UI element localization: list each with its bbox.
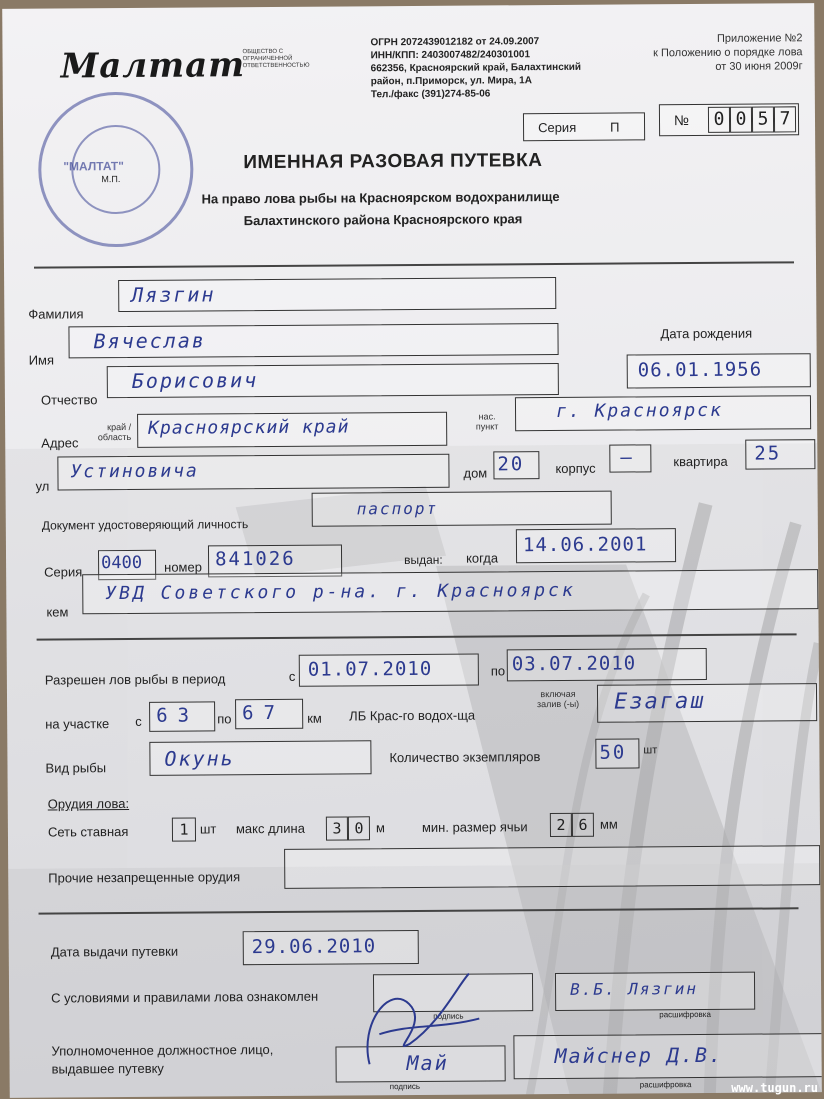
official-decode-value: Майснер Д.В.: [554, 1042, 724, 1069]
house-field[interactable]: [493, 451, 539, 479]
number-digit: 0: [708, 107, 730, 133]
appendix-line: от 30 июня 2009г: [715, 60, 803, 73]
region-label: [91, 422, 131, 442]
section-label: на участке: [45, 716, 110, 732]
dob-value: 06.01.1956: [637, 358, 763, 382]
net-qty-cell[interactable]: 1: [172, 818, 196, 842]
building-label: корпус: [555, 460, 596, 476]
mesh-digit[interactable]: 6: [572, 813, 594, 837]
mp-label: М.П.: [101, 174, 121, 185]
ack-label: С условиями и правилами лова ознакомлен: [51, 988, 319, 1006]
fish-value: Окунь: [164, 746, 235, 771]
km-from-field[interactable]: [149, 701, 215, 731]
company-logo: Малтат: [60, 45, 246, 87]
name-label: Имя: [28, 352, 55, 368]
ack-decode-field[interactable]: [555, 972, 755, 1011]
official-sign-value: Май: [406, 1050, 449, 1076]
doc-series-value: 0400: [101, 552, 143, 574]
patronymic-value: Борисович: [131, 368, 259, 393]
appendix-note: [602, 31, 802, 74]
doc-series-label: Серия: [44, 564, 83, 580]
issue-date-value: 29.06.2010: [251, 935, 377, 959]
surname-label: Фамилия: [28, 306, 84, 322]
fish-field[interactable]: [149, 740, 371, 776]
period-from-value: 01.07.2010: [307, 657, 433, 681]
settlement-value: г. Красноярск: [555, 399, 723, 422]
number-digit: 7: [774, 106, 796, 132]
doc-label: Документ удостоверяющий личность: [41, 517, 249, 533]
max-len-label: макс длина: [235, 820, 305, 837]
official-decode-caption: расшифровка: [639, 1080, 692, 1090]
requisites-line: ИНН/КПП: 2403007482/240301001: [370, 49, 531, 62]
qty-unit: шт: [643, 744, 658, 757]
fish-label: Вид рыбы: [45, 760, 107, 776]
house-label: дом: [463, 465, 488, 481]
document-title: ИМЕННАЯ РАЗОВАЯ ПУТЕВКА: [243, 150, 543, 174]
gear-header: Орудия лова:: [47, 795, 130, 812]
dob-label: Дата рождения: [660, 325, 753, 342]
max-len-digit[interactable]: 3: [326, 816, 348, 840]
mesh-digit[interactable]: 2: [550, 813, 572, 837]
bay-field[interactable]: [597, 683, 817, 723]
period-to-field[interactable]: [507, 648, 707, 681]
km-from-value: 63: [156, 704, 200, 727]
ack-decode-value: В.Б. Лязгин: [570, 979, 699, 999]
issue-date-field[interactable]: [243, 930, 419, 965]
official-label: [51, 1041, 273, 1079]
period-label: Разрешен лов рыбы в период: [44, 671, 226, 688]
max-len-digit[interactable]: 0: [348, 816, 370, 840]
patronymic-label: Отчество: [40, 392, 98, 408]
number-digit: 5: [752, 106, 774, 132]
km-unit: км: [307, 710, 322, 726]
street-field[interactable]: [57, 454, 449, 491]
divider: [34, 261, 794, 268]
company-logo-subtitle: ОБЩЕСТВО С ОГРАНИЧЕННОЙ ОТВЕТСТВЕННОСТЬЮ: [242, 48, 310, 70]
requisites-line: ОГРН 2072439012182 от 24.09.2007: [370, 36, 540, 49]
issue-date-label: Дата выдачи путевки: [50, 943, 179, 960]
company-requisites: [370, 35, 581, 101]
surname-field[interactable]: [118, 277, 556, 312]
name-field[interactable]: [68, 323, 558, 358]
issued-date-field[interactable]: [516, 528, 676, 563]
requisites-line: район, п.Приморск, ул. Мира, 1А: [370, 75, 532, 88]
reservoir-label: ЛБ Крас-го водох-ща: [349, 707, 476, 724]
series-box: [523, 112, 645, 141]
mesh-label: мин. размер ячьи: [421, 819, 528, 835]
settlement-label-line: нас.: [478, 411, 496, 422]
dob-field[interactable]: [627, 353, 811, 388]
stamp-text: "МАЛТАТ": [63, 159, 124, 174]
period-from-field[interactable]: [299, 654, 479, 687]
apartment-label: квартира: [673, 453, 728, 470]
building-value: –: [620, 446, 638, 469]
doc-number-value: 841026: [214, 547, 296, 571]
document-subtitle: Балахтинского района Красноярского края: [243, 211, 523, 229]
requisites-line: 662356, Красноярский край, Балахтинский: [370, 61, 582, 75]
appendix-line: к Положению о порядке лова: [653, 46, 803, 60]
bay-label-line: залив (-ы): [536, 698, 580, 710]
issued-by-label: кем: [46, 604, 69, 620]
km-to-field[interactable]: [235, 699, 303, 729]
building-field[interactable]: [609, 444, 651, 472]
other-gear-label: Прочие незапрещенные орудия: [48, 869, 241, 886]
issued-by-value: УВД Советского р-на. г. Красноярск: [105, 579, 576, 605]
series-label: Серия: [537, 119, 577, 136]
region-value: Красноярский край: [148, 416, 350, 439]
settlement-field[interactable]: [515, 395, 811, 431]
qty-field[interactable]: [595, 738, 639, 768]
official-label-line: Уполномоченное должностное лицо,: [51, 1041, 274, 1059]
max-len-unit: м: [375, 820, 385, 836]
km-from-label: с: [135, 713, 142, 729]
official-label-line: выдавшее путевку: [51, 1060, 164, 1077]
official-decode-field[interactable]: [513, 1033, 821, 1079]
km-to-value: 67: [242, 701, 286, 725]
street-label: ул: [35, 478, 50, 494]
bay-label: [523, 689, 593, 709]
region-label-line: область: [97, 431, 132, 443]
issued-label: выдан:: [404, 552, 443, 568]
issued-date-value: 14.06.2001: [522, 533, 648, 557]
number-label: №: [673, 112, 690, 129]
region-field[interactable]: [137, 412, 447, 448]
apartment-value: 25: [754, 442, 782, 465]
bay-value: Езагаш: [613, 688, 706, 715]
street-value: Устиновича: [70, 460, 199, 483]
official-sign-caption: подпись: [389, 1081, 421, 1092]
mesh-unit: мм: [599, 816, 618, 832]
requisites-line: Тел./факс (391)274-85-06: [370, 88, 491, 101]
doc-field[interactable]: [312, 491, 612, 527]
bay-label-line: включая: [540, 688, 576, 700]
signature-scribble: [349, 963, 490, 1084]
net-unit: шт: [199, 821, 217, 837]
region-label-line: край /: [107, 421, 132, 433]
settlement-label: [467, 411, 507, 431]
house-value: 20: [497, 453, 525, 476]
period-to-value: 03.07.2010: [511, 652, 637, 676]
number-digit: 0: [730, 107, 752, 133]
permit-sheet: [2, 3, 822, 1098]
patronymic-field[interactable]: [107, 363, 559, 398]
ack-decode-caption: расшифровка: [659, 1009, 711, 1020]
ack-sign-caption: подпись: [433, 1011, 464, 1021]
doc-value: паспорт: [356, 498, 439, 519]
series-value: П: [609, 119, 620, 135]
issued-when-label: когда: [466, 550, 499, 566]
qty-value: 50: [599, 741, 627, 764]
km-to-label: по: [217, 711, 232, 727]
other-gear-field[interactable]: [284, 845, 820, 889]
qty-label: Количество экземпляров: [389, 749, 541, 766]
net-label: Сеть ставная: [47, 823, 129, 840]
period-from-label: с: [288, 668, 296, 684]
name-value: Вячеслав: [93, 328, 206, 354]
company-stamp: [38, 92, 194, 248]
period-to-label: по: [490, 663, 506, 679]
settlement-label-line: пункт: [475, 421, 499, 432]
surname-value: Лязгин: [131, 282, 216, 307]
appendix-line: Приложение №2: [716, 32, 803, 45]
doc-number-label: номер: [164, 559, 202, 575]
watermark: www.tugun.ru: [731, 1081, 818, 1095]
issued-by-field[interactable]: [82, 569, 818, 614]
apartment-field[interactable]: [745, 439, 815, 469]
document-subtitle: На право лова рыбы на Красноярском водохранилище: [201, 188, 560, 207]
address-label: Адрес: [41, 435, 79, 451]
